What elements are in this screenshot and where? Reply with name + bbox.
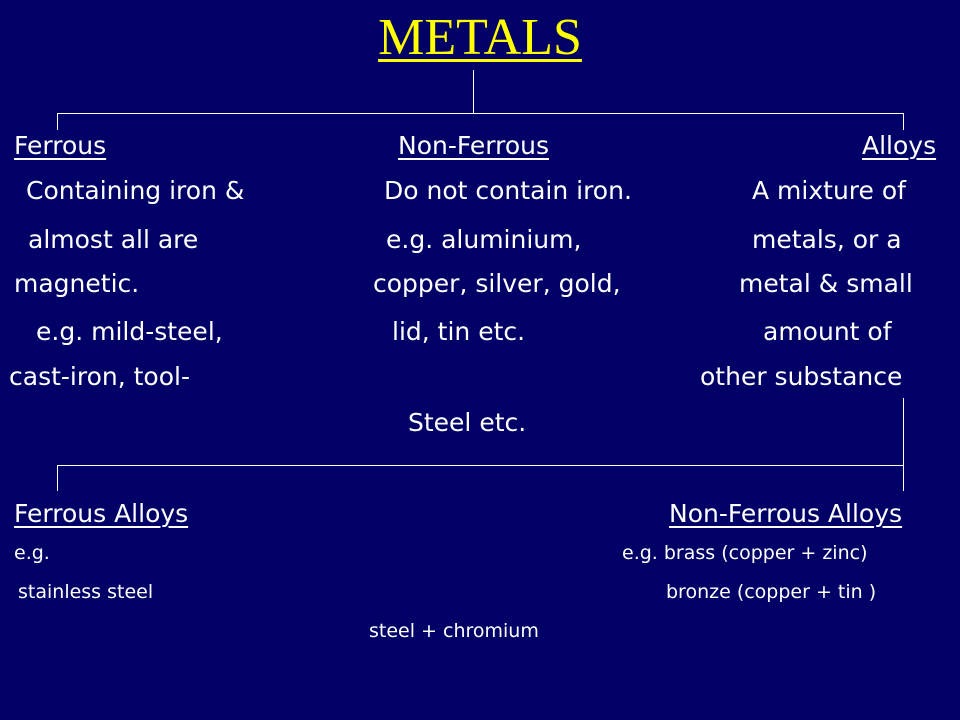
ferrous-alloys-heading: Ferrous Alloys bbox=[14, 499, 189, 528]
ferrous-alloys-text-line: e.g. bbox=[14, 542, 50, 564]
non-ferrous-alloys-heading: Non-Ferrous Alloys bbox=[669, 499, 903, 528]
ferrous-connector-line bbox=[57, 113, 58, 130]
ferrous-text-line: magnetic. bbox=[14, 269, 140, 298]
non-ferrous-alloys-text-line: bronze (copper + tin ) bbox=[666, 581, 877, 603]
non-ferrous-text-line: lid, tin etc. bbox=[392, 317, 526, 346]
non-ferrous-alloys-connector-line bbox=[903, 465, 904, 491]
alloys-text-line: amount of bbox=[763, 317, 892, 346]
non-ferrous-alloys-text-line: e.g. brass (copper + zinc) bbox=[622, 542, 868, 564]
alloys-connector-line bbox=[903, 113, 904, 130]
ferrous-alloys-text-line: stainless steel bbox=[18, 581, 154, 603]
non-ferrous-text-line: copper, silver, gold, bbox=[373, 269, 621, 298]
ferrous-text-line: almost all are bbox=[28, 225, 199, 254]
top-branch-line bbox=[57, 113, 904, 114]
non-ferrous-text-line: e.g. aluminium, bbox=[386, 225, 582, 254]
alloys-text-line: A mixture of bbox=[752, 176, 906, 205]
ferrous-text-line: Containing iron & bbox=[26, 176, 245, 205]
alloys-text-line: metal & small bbox=[739, 269, 913, 298]
alloys-heading: Alloys bbox=[862, 131, 937, 160]
ferrous-alloys-connector-line bbox=[57, 465, 58, 491]
title-connector-line bbox=[473, 70, 474, 114]
bottom-branch-line bbox=[57, 465, 904, 466]
ferrous-text-line: e.g. mild-steel, bbox=[36, 317, 223, 346]
non-ferrous-text-line: Do not contain iron. bbox=[384, 176, 632, 205]
non-ferrous-heading: Non-Ferrous bbox=[398, 131, 549, 160]
ferrous-alloys-text-line: steel + chromium bbox=[369, 620, 539, 642]
ferrous-text-line: cast-iron, tool- bbox=[9, 362, 190, 391]
ferrous-text-line: Steel etc. bbox=[408, 408, 527, 437]
ferrous-heading: Ferrous bbox=[14, 131, 107, 160]
page-title: METALS bbox=[378, 9, 582, 66]
alloys-text-line: other substance bbox=[700, 362, 903, 391]
alloys-down-connector-line bbox=[903, 398, 904, 466]
alloys-text-line: metals, or a bbox=[752, 225, 902, 254]
